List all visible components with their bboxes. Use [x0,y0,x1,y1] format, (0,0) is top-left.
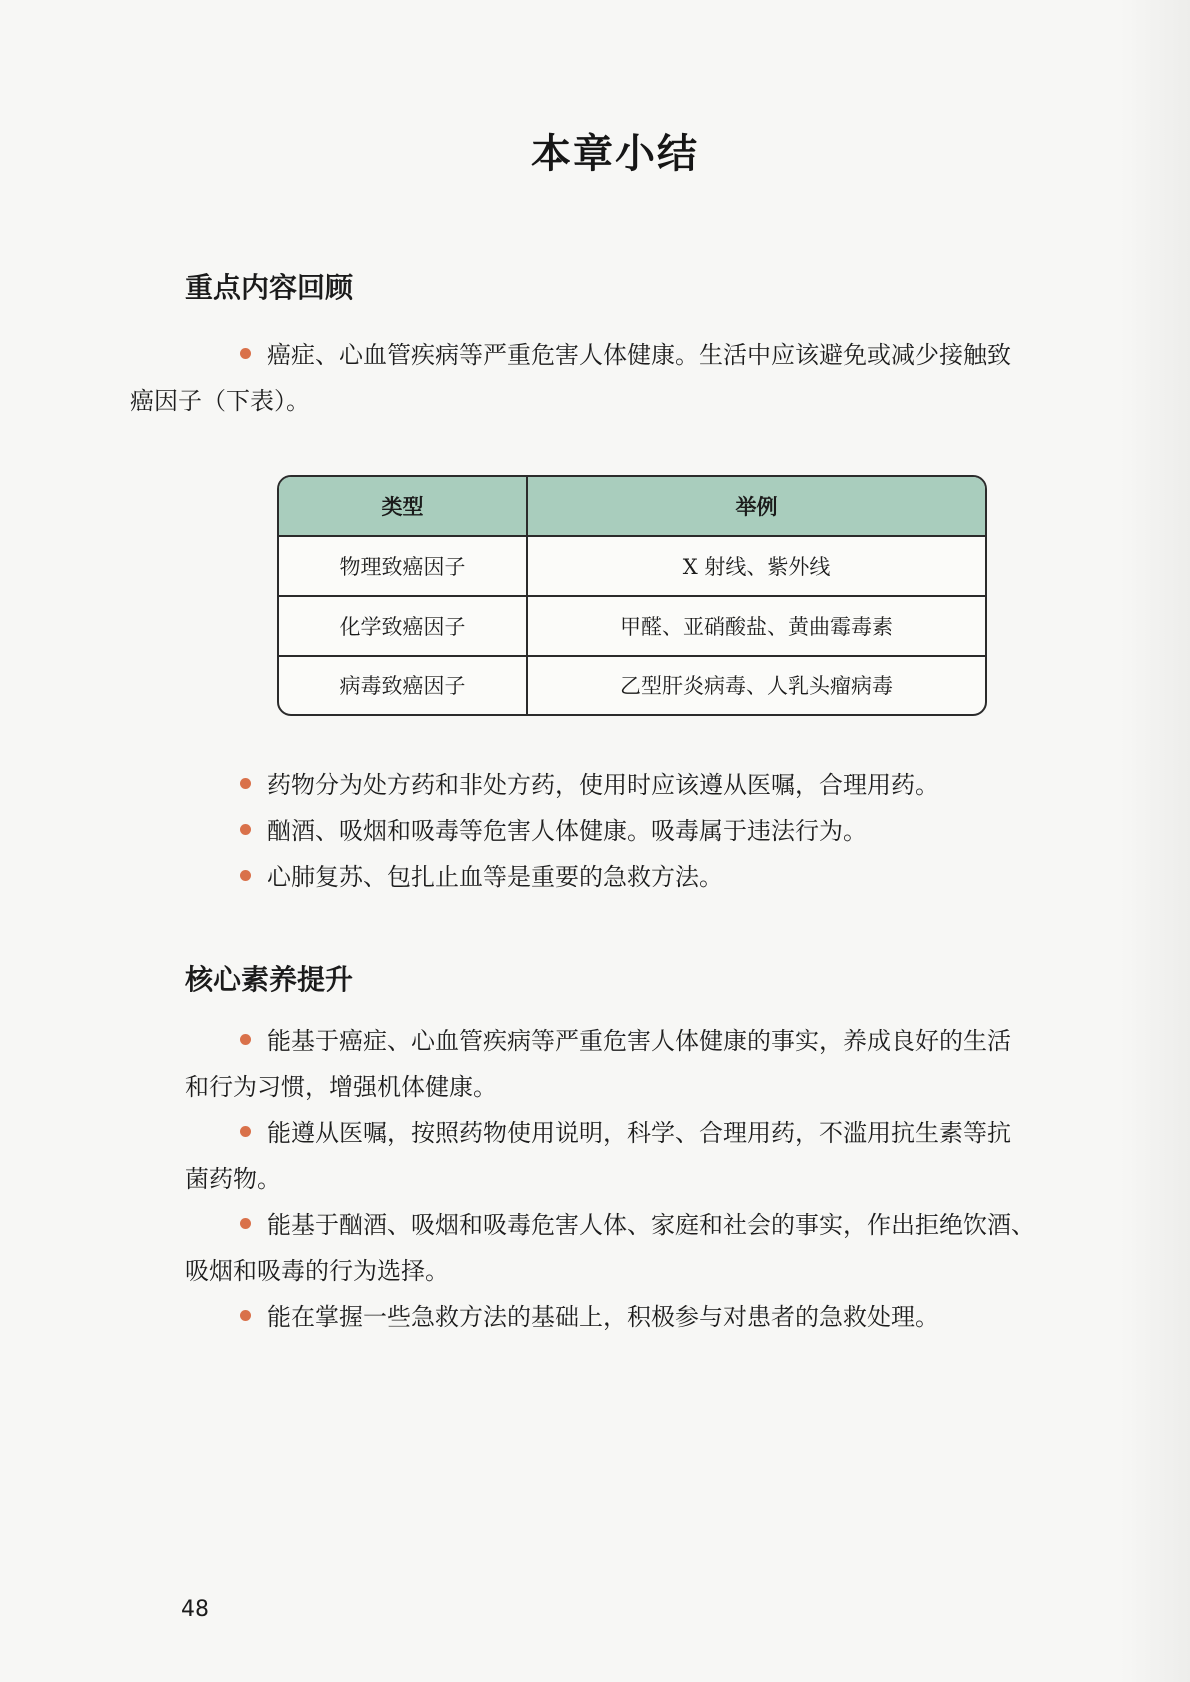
table-row [279,656,985,714]
table-row [279,596,985,656]
bullet-dot [240,1218,251,1229]
list-item [240,854,723,900]
carcinogen-table [277,475,987,716]
table-cell-type: 化学致癌因子 [279,596,527,656]
bullet-dot [240,1034,251,1045]
list-item [185,1294,1090,1340]
item-line-2: 吸烟和吸毒的行为选择。 [185,1257,449,1285]
page-edge-shadow [1120,0,1190,1682]
bullet-text: 酗酒、吸烟和吸毒等危害人体健康。吸毒属于违法行为。 [267,817,867,845]
table-header-row [279,477,985,536]
item-line-2: 和行为习惯，增强机体健康。 [185,1073,497,1101]
chapter-title: 本章小结 [531,131,699,177]
bullet-dot [240,824,251,835]
list-item [185,1202,1090,1294]
bullet-dot [240,778,251,789]
page-number: 48 [181,1597,209,1622]
section-heading-core-literacy: 核心素养提升 [185,963,354,996]
table-header-example: 举例 [527,477,985,536]
intro-paragraph [130,332,1090,424]
list-item [185,1110,1090,1202]
bullet-text: 药物分为处方药和非处方药，使用时应该遵从医嘱，合理用药。 [267,771,939,799]
bullet-dot [240,1126,251,1137]
item-line-1: 能基于酗酒、吸烟和吸毒危害人体、家庭和社会的事实，作出拒绝饮酒、 [267,1211,1035,1239]
intro-line-1: 癌症、心血管疾病等严重危害人体健康。生活中应该避免或减少接触致 [267,341,1011,369]
item-line-2: 菌药物。 [185,1165,281,1193]
list-item [240,808,867,854]
list-item [185,1018,1090,1110]
intro-line-2: 癌因子（下表）。 [130,387,310,415]
item-line-1: 能遵从医嘱，按照药物使用说明，科学、合理用药，不滥用抗生素等抗 [267,1119,1011,1147]
bullet-text: 心肺复苏、包扎止血等是重要的急救方法。 [267,863,723,891]
table-cell-type: 物理致癌因子 [279,536,527,596]
table-row [279,536,985,596]
table-cell-type: 病毒致癌因子 [279,656,527,714]
section-heading-review: 重点内容回顾 [185,271,354,304]
bullet-dot [240,1310,251,1321]
bullet-dot [240,348,251,359]
table-cell-example: 乙型肝炎病毒、人乳头瘤病毒 [527,656,985,714]
table-cell-example: X 射线、紫外线 [527,536,985,596]
item-line-1: 能基于癌症、心血管疾病等严重危害人体健康的事实，养成良好的生活 [267,1027,1011,1055]
item-line-1: 能在掌握一些急救方法的基础上，积极参与对患者的急救处理。 [267,1303,939,1331]
table-cell-example: 甲醛、亚硝酸盐、黄曲霉毒素 [527,596,985,656]
list-item [240,762,939,808]
table-header-type: 类型 [279,477,527,536]
bullet-dot [240,870,251,881]
